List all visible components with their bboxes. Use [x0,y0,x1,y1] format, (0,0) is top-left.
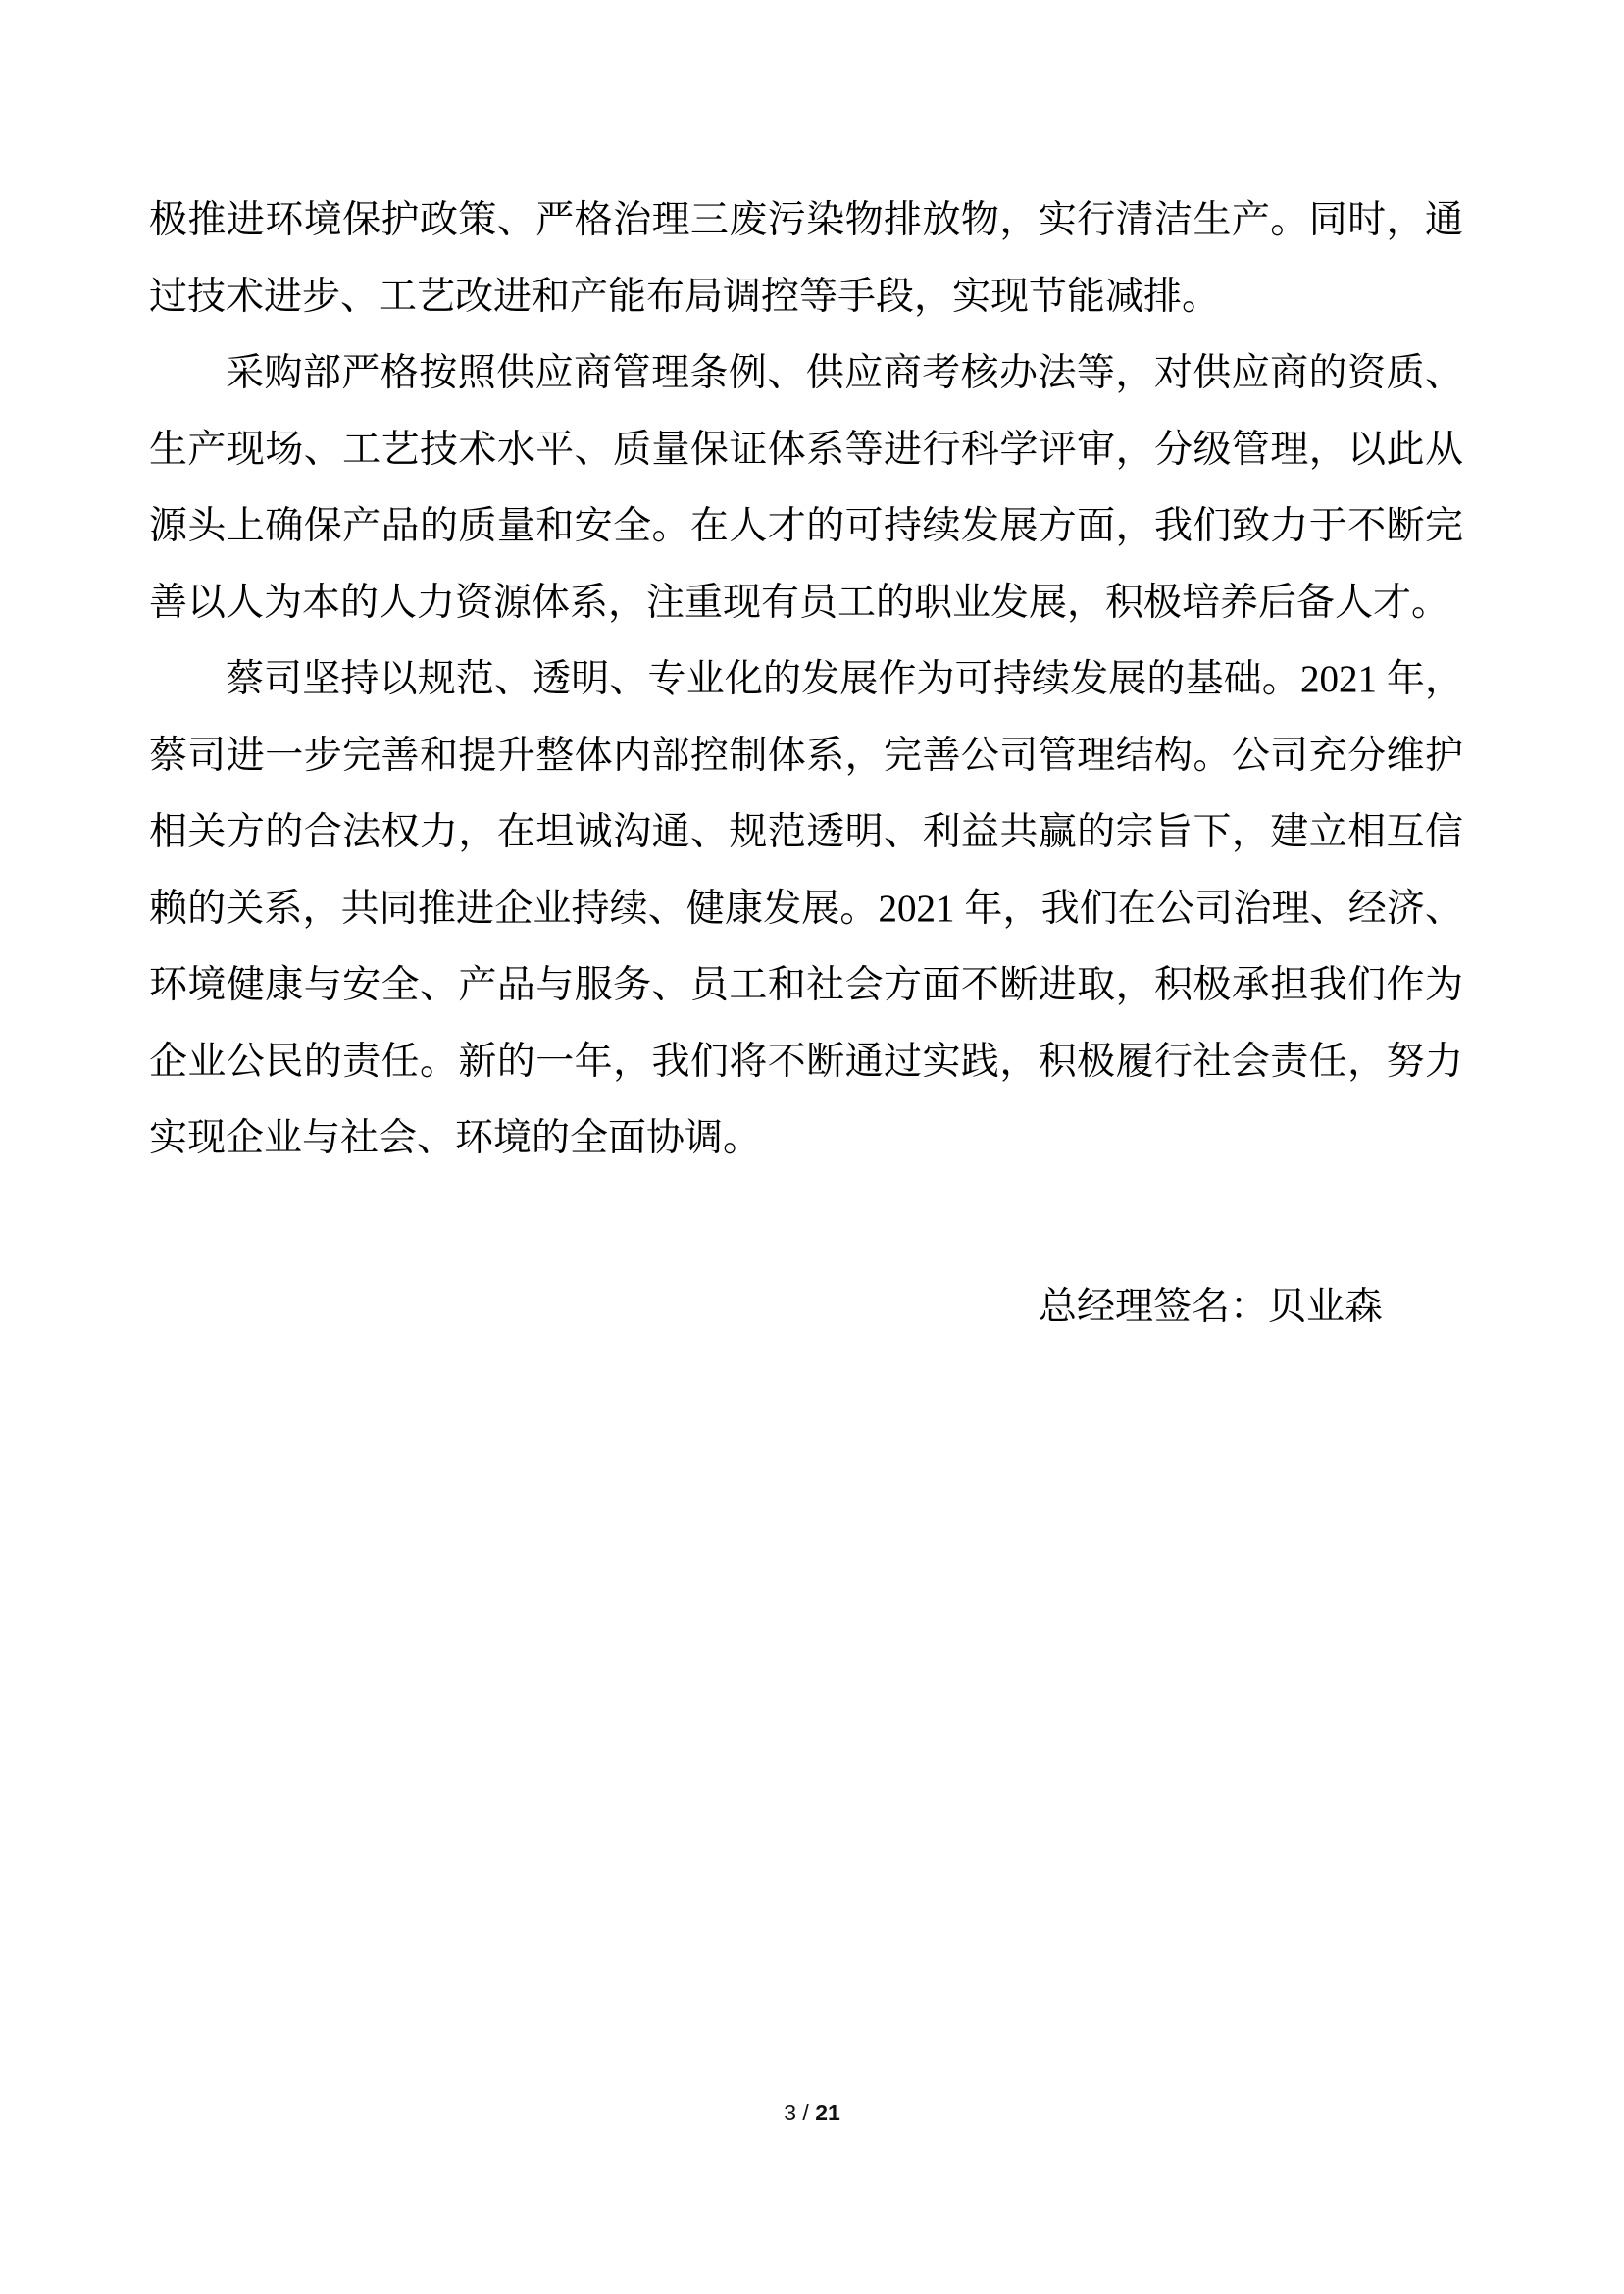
page-number-total: 21 [815,2100,840,2125]
paragraph [149,182,1463,335]
body-line: 善以人为本的人力资源体系，注重现有员工的职业发展，积极培养后备人才。 [149,582,1450,624]
body-line: 相关方的合法权力，在坦诚沟通、规范透明、利益共赢的宗旨下，建立相互信 [149,811,1463,853]
page-footer [0,2099,1624,2126]
document-body [149,182,1463,1346]
body-line: 环境健康与安全、产品与服务、员工和社会方面不断进取，积极承担我们作为 [149,964,1463,1006]
page-number-separator: / [796,2100,816,2125]
body-line: 赖的关系，共同推进企业持续、健康发展。2021 年，我们在公司治理、经济、 [149,888,1463,930]
body-line: 生产现场、工艺技术水平、质量保证体系等进行科学评审，分级管理，以此从 [149,429,1463,471]
body-line: 采购部严格按照供应商管理条例、供应商考核办法等，对供应商的资质、 [226,352,1463,394]
body-line: 极推进环境保护政策、严格治理三废污染物排放物，实行清洁生产。同时，通 [149,199,1463,241]
body-line: 过技术进步、工艺改进和产能布局调控等手段，实现节能减排。 [149,276,1221,318]
body-line: 实现企业与社会、环境的全面协调。 [149,1117,762,1159]
body-line: 蔡司进一步完善和提升整体内部控制体系，完善公司管理结构。公司充分维护 [149,735,1463,777]
body-line: 蔡司坚持以规范、透明、专业化的发展作为可持续发展的基础。2021 年， [226,658,1463,700]
paragraph [149,641,1463,1177]
body-line: 源头上确保产品的质量和安全。在人才的可持续发展方面，我们致力于不断完 [149,505,1463,547]
page-number-current: 3 [784,2100,797,2125]
paragraph [149,335,1463,641]
body-line: 企业公民的责任。新的一年，我们将不断通过实践，积极履行社会责任，努力 [149,1041,1463,1083]
signature-line: 总经理签名：贝业森 [1038,1286,1383,1328]
